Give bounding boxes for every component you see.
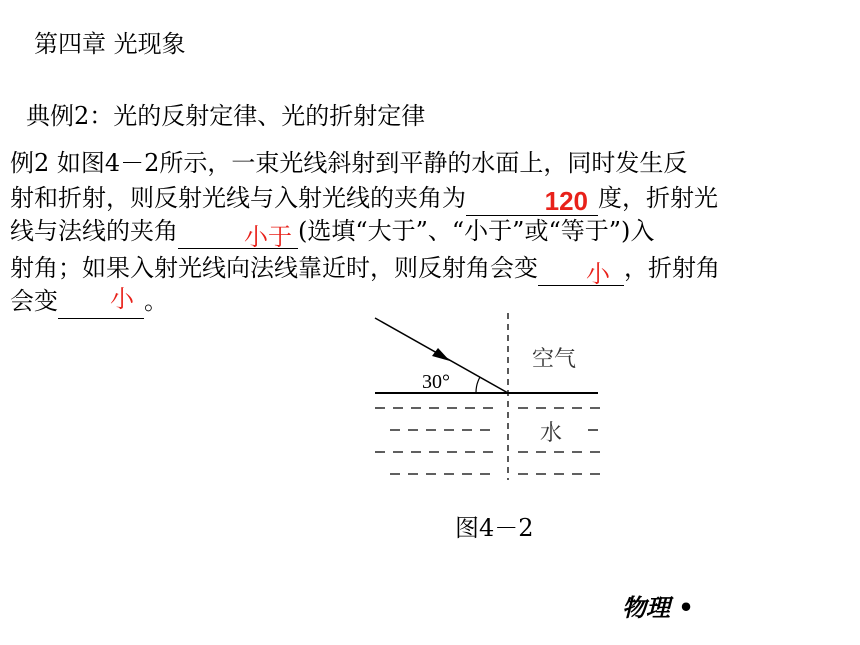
answer-blank-1 [466, 186, 598, 216]
angle-arc [476, 377, 480, 393]
question-text: 线与法线的夹角 [10, 217, 178, 245]
answer-blank-4 [58, 286, 144, 319]
air-label: 空气 [532, 347, 577, 372]
footer-subject: 物理 • [622, 593, 694, 622]
optics-figure [370, 308, 610, 483]
ray-arrow-icon [432, 348, 450, 361]
question-text: ，折射角 [624, 254, 720, 282]
question-line-1 [10, 145, 687, 181]
question-text: 射角；如果入射光线向法线靠近时，则反射角会变 [10, 254, 538, 282]
question-line-3 [10, 213, 654, 249]
question-line-5 [10, 283, 168, 319]
water-label: 水 [540, 421, 563, 446]
section-title: 典例2：光的反射定律、光的折射定律 [26, 102, 426, 130]
figure-caption: 图4－2 [455, 514, 534, 542]
answer-2: 小于 [244, 224, 292, 251]
answer-4: 小 [110, 286, 134, 313]
question-text: 度，折射光 [598, 184, 718, 212]
question-text: 。 [144, 287, 168, 315]
angle-label: 30° [422, 371, 450, 393]
question-text: 会变 [10, 287, 58, 315]
question-line-4 [10, 250, 720, 286]
question-text: (选填“大于”、“小于”或“等于”)入 [298, 217, 655, 245]
answer-blank-2 [178, 222, 298, 249]
question-line-2 [10, 180, 718, 216]
question-text: 射和折射，则反射光线与入射光线的夹角为 [10, 184, 466, 212]
answer-1: 120 [544, 186, 588, 216]
water-dashes [375, 408, 600, 474]
question-text: 例2 如图4－2所示，一束光线斜射到平静的水面上，同时发生反 [10, 149, 688, 177]
answer-3: 小 [586, 261, 610, 288]
answer-blank-3 [538, 259, 624, 286]
chapter-title: 第四章 光现象 [34, 30, 186, 58]
